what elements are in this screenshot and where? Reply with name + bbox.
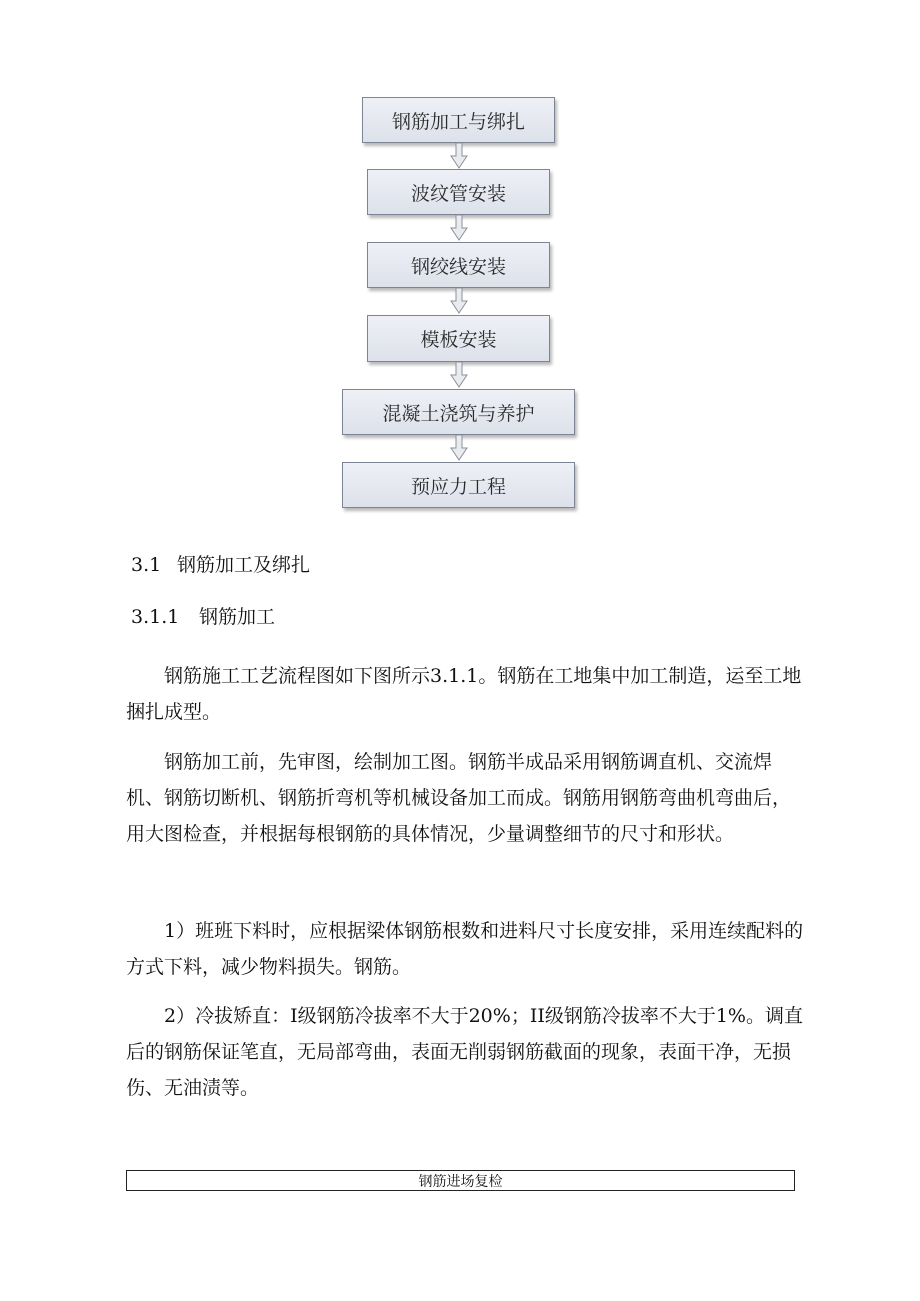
flow-step-label: 模板安装 — [420, 329, 497, 351]
flow-step-formwork-install — [367, 315, 550, 362]
table-header-label: 钢筋进场复检 — [418, 1173, 503, 1190]
body-text — [126, 998, 806, 1106]
section-heading-3-1-1 — [131, 602, 275, 629]
flow-step-label: 钢绞线安装 — [410, 255, 506, 278]
section-heading-3-1 — [131, 550, 310, 577]
flow-arrow-icon — [450, 435, 468, 461]
flow-step-duct-install — [367, 169, 550, 215]
flow-step-label: 混凝土浇筑与养护 — [382, 402, 535, 425]
flow-step-concrete-pour — [342, 389, 575, 435]
section-number: 3.1 — [131, 554, 162, 576]
paragraph: 2）冷拔矫直：I级钢筋冷拔率不大于20%；II级钢筋冷拔率不大于1%。调直后的钢筋保证笔直，无局部弯曲，表面无削弱钢筋截面的现象，表面干净，无损伤、无油渍等。 — [126, 1005, 803, 1099]
flow-step-label: 钢筋加工与绑扎 — [391, 110, 525, 133]
flow-step-strand-install — [367, 242, 550, 288]
flow-arrow-icon — [450, 288, 468, 314]
body-text — [126, 658, 806, 730]
paragraph: 1）班班下料时，应根据梁体钢筋根数和进料尺寸长度安排，采用连续配料的方式下料，减少物料损失。钢筋。 — [126, 920, 804, 978]
paragraph: 钢筋施工工艺流程图如下图所示3.1.1。钢筋在工地集中加工制造，运至工地捆扎成型。 — [126, 665, 802, 723]
flow-step-rebar-processing — [362, 97, 555, 143]
flow-arrow-icon — [450, 362, 468, 388]
flow-arrow-icon — [450, 143, 468, 169]
table-header-cell — [126, 1170, 795, 1191]
flow-step-label: 预应力工程 — [410, 475, 506, 498]
paragraph: 钢筋加工前，先审图，绘制加工图。钢筋半成品采用钢筋调直机、交流焊机、钢筋切断机、钢筋折弯机等机械设备加工而成。钢筋用钢筋弯曲机弯曲后，用大图检查，并根据每根钢筋的具体情况，少量调整细节的尺寸和形状。 — [126, 751, 792, 845]
flow-step-label: 波纹管安装 — [410, 182, 506, 205]
section-title: 钢筋加工 — [199, 606, 276, 628]
body-text — [126, 913, 806, 985]
process-flowchart — [0, 0, 920, 520]
section-number: 3.1.1 — [131, 606, 180, 628]
flow-arrow-icon — [450, 215, 468, 241]
body-text — [126, 744, 806, 852]
section-title: 钢筋加工及绑扎 — [177, 554, 311, 576]
flow-step-prestress — [342, 462, 575, 508]
